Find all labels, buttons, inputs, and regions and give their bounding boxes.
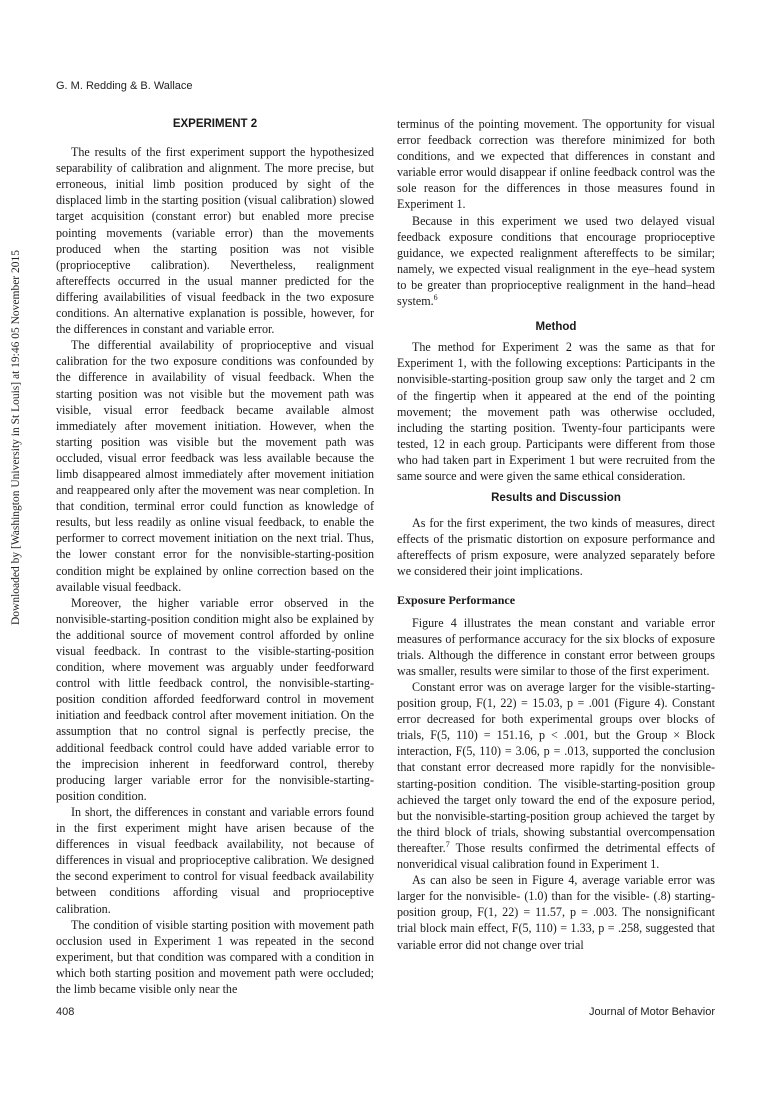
- running-head: G. M. Redding & B. Wallace: [56, 80, 193, 92]
- paragraph: In short, the differences in constant and variable errors found in the first experiment might have arisen because of the differences in visual feedback availability, not because of differences in visual and proprioceptive calibration. We designed the second experiment to control for visual feedback availability between conditions affording visual and proprioceptive calibration.: [56, 804, 374, 916]
- paragraph: The results of the first experiment support the hypothesized separability of calibration and alignment. The more precise, but erroneous, initial limb position produced by sight of the displaced limb in the starting position (visual calibration) slowed target acquisition (constant error) but enabled more precise pointing movements (variable error) than the movements produced when the starting position was not visible (proprioceptive calibration). Nevertheless, realignment aftereffects occurred in the usual manner predicted for the differing availabilities of visual feedback in the two exposure conditions. An alternative explanation is possible, however, for the differences in constant and variable error.: [56, 145, 374, 337]
- paragraph-text: Constant error was on average larger for the visible-starting-position group, F(1, 22) = 15.03, p = .001 (Figure 4). Constant error decreased for both experimental groups over blocks of trials, F(5, 110) = 151.16, p < .001, but the Group × Block interaction, F(5, 110) = 3.06, p = .013, supported the conclusion that constant error decreased more rapidly for the nonvisible-starting-position condition. The visible-starting-position group achieved the target only toward the end of the exposure period, but the nonvisible-starting-position group achieved the target by the third block of trials, showing substantial overcompensation thereafter.: [397, 680, 715, 855]
- paragraph: Moreover, the higher variable error observed in the nonvisible-starting-position condition might also be explained by the additional source of movement control afforded by online visual feedback. In contrast to the visible-starting-position condition, where movement was arguably under feedforward control with little feedback control, the nonvisible-starting-position condition afforded feedforward control in movement initiation and feedback control after movement initiation. On the assumption that no control signal is perfectly precise, the additional feedback control could have added variable error to the imprecision inherent in feedforward control, thereby producing larger variable error for the nonvisible-starting-position condition.: [56, 595, 374, 803]
- paragraph-text: Because in this experiment we used two delayed visual feedback exposure conditions that encourage proprioceptive guidance, we expected realignment aftereffects to be similar; namely, we expected visual realignment in the eye–head system to be greater than proprioceptive realignment in the hand–head system.: [397, 213, 715, 309]
- paragraph: [397, 213, 715, 310]
- exposure-performance-heading: Exposure Performance: [397, 592, 516, 607]
- paragraph: The method for Experiment 2 was the same as that for Experiment 1, with the following exceptions: Participants in the nonvisible-starting-position group saw only the target and 2 cm of the fingertip when it appeared at the end of the pointing movement; the movement path was otherwise occluded, including the starting position. Twenty-four participants were tested, 12 in each group. Participants were different from those who had taken part in Experiment 1 but were recruited from the same source and were given the same ethical consideration.: [397, 340, 715, 483]
- footnote-marker: 6: [433, 293, 438, 302]
- right-column: [397, 116, 715, 953]
- journal-name: Journal of Motor Behavior: [589, 1006, 715, 1018]
- paragraph: Figure 4 illustrates the mean constant and variable error measures of performance accuracy for the six blocks of exposure trials. Although the difference in constant error between groups was smaller, results were similar to those of the first experiment.: [397, 615, 715, 678]
- page-number: 408: [56, 1006, 75, 1018]
- paragraph: The condition of visible starting position with movement path occlusion used in Experiment 1 was repeated in the second experiment, but that condition was compared with a condition in which both starting position and movement path were occluded; the limb became visible only near the: [56, 917, 374, 996]
- paragraph-text: Those results confirmed the detrimental effects of nonveridical visual calibration found in Experiment 1.: [397, 840, 715, 872]
- paragraph: The differential availability of proprioceptive and visual calibration for the two exposure conditions was confounded by the difference in availability of visual feedback. When the starting position was not visible but the movement path was visible, visual error feedback became available almost immediately after movement initiation. However, when the starting position was visible but the movement path was occluded, visual error feedback was less available because the limb disappeared almost immediately after movement initiation and reappeared only after the movement was near completion. In that condition, terminal error could function as knowledge of results, but less readily as online visual feedback, to enable the performer to correct movement initiation on the next trial. Thus, the lower constant error for the nonvisible-starting-position condition might be explained by online correction based on the available visual feedback.: [56, 338, 374, 594]
- results-heading: Results and Discussion: [491, 492, 621, 505]
- footnote-marker: 7: [445, 839, 450, 849]
- left-column: [56, 116, 374, 997]
- method-heading: Method: [535, 321, 577, 334]
- paragraph: As for the first experiment, the two kinds of measures, direct effects of the prismatic distortion on exposure performance and aftereffects of prism exposure, were analyzed separately before we considered their joint implications.: [397, 516, 715, 579]
- paragraph: [397, 679, 715, 872]
- download-watermark: Downloaded by [Washington University in St Louis] at 19:46 05 November 2015: [10, 250, 22, 626]
- paragraph: As can also be seen in Figure 4, average variable error was larger for the nonvisible- (1.0) than for the visible- (.8) starting-position group, F(1, 22) = 11.57, p = .003. The nonsignificant trial block main effect, F(5, 110) = 1.33, p = .258, suggested that variable error did not change over trial: [397, 873, 715, 952]
- experiment-2-heading: EXPERIMENT 2: [172, 118, 258, 130]
- paragraph: terminus of the pointing movement. The opportunity for visual error feedback correction was therefore minimized for both conditions, and we expected that differences in constant and variable error would disappear if online feedback control was the sole reason for the differences in those measures found in Experiment 1.: [397, 117, 715, 212]
